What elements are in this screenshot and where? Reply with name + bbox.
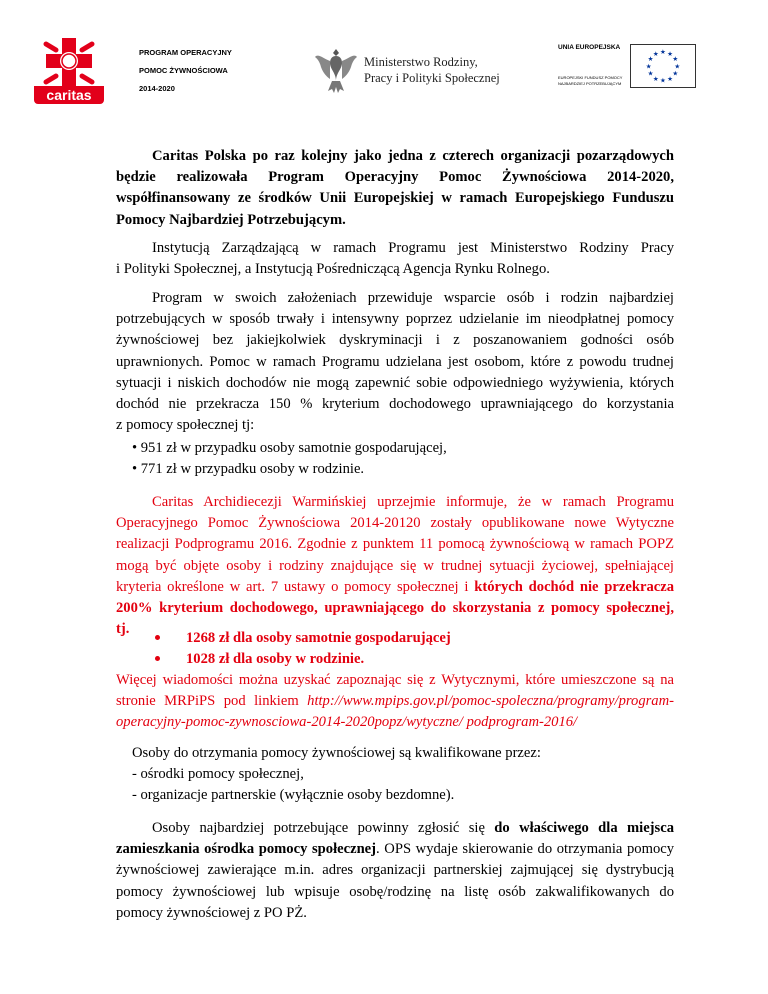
ministry-name (364, 54, 500, 86)
eu-star-icon: ★ (652, 50, 659, 58)
limit-item-single: • 951 zł w przypadku osoby samotnie gospodarującej, (132, 440, 447, 456)
text-line-mixed (116, 577, 674, 598)
bullet-icon (155, 635, 160, 640)
text-run-bold: których dochód nie przekracza (474, 578, 674, 595)
text-line: Caritas Polska po raz kolejny jako jedna z czterech organizacji pozarządowych (152, 148, 674, 164)
eu-star-icon: ★ (667, 75, 674, 83)
program-title-block (139, 44, 232, 98)
more-info-paragraph (116, 670, 674, 734)
qualification-item: - organizacje partnerskie (wyłącznie osoby bezdomne). (132, 787, 455, 803)
eu-star-icon: ★ (647, 56, 654, 64)
eu-star-icon: ★ (672, 56, 679, 64)
text-line: Pomocy Najbardziej Potrzebującym. (116, 211, 346, 228)
text-line: dochód nie przekracza 150 % kryterium dochodowego uprawniającego do korzystania (116, 396, 674, 413)
text-run-bold: zamieszkania ośrodka pomocy społecznej (116, 841, 377, 858)
text-line: realizacji Podprogramu 2016. Zgodnie z punktem 11 pomocą żywnościową w ramach POPZ (116, 536, 674, 553)
text-run: Osoby najbardziej potrzebujące powinny zgłosić się (152, 820, 495, 836)
polish-eagle-emblem (312, 45, 360, 97)
text-run: stronie MRPiPS pod linkiem (116, 693, 308, 710)
qualification-title: Osoby do otrzymania pomocy żywnościowej są kwalifikowane przez: (132, 745, 541, 761)
eu-sub-line: EUROPEJSKI FUNDUSZ POMOCY (558, 75, 623, 80)
notice-paragraph (116, 492, 674, 640)
eu-star-icon: ★ (674, 63, 681, 71)
new-limit-text: 1028 zł dla osoby w rodzinie. (186, 651, 365, 667)
text-line: współfinansowany ze środków Unii Europejskiej w ramach Europejskiego Funduszu (116, 190, 674, 207)
text-run: . OPS wydaje skierowanie do otrzymania pomocy (376, 841, 675, 858)
text-run: kryteria określone w art. 7 ustawy o pomocy społecznej i (116, 578, 475, 595)
eu-star-icon: ★ (667, 50, 674, 58)
text-line: sytuacji i niskich dochodów nie mogą zapewnić sobie odpowiedniego wyżywienia, których (116, 374, 674, 391)
text-line: Caritas Archidiecezji Warmińskiej uprzejmie informuje, że w ramach Programu (152, 494, 674, 510)
eu-fund-name (558, 75, 622, 87)
text-line: z pomocy społecznej tj: (116, 417, 255, 434)
guidelines-link-continued[interactable]: operacyjny-pomoc-zywnosciowa-2014-2020popz/wytyczne/ podprogram-2016/ (116, 714, 578, 731)
text-line: Program w swoich założeniach przewiduje wsparcie osób i rodzin najbardziej (152, 290, 674, 306)
limit-item-family: • 771 zł w przypadku osoby w rodzinie. (132, 461, 365, 477)
eu-star-icon: ★ (660, 77, 666, 85)
eu-star-icon: ★ (647, 70, 654, 78)
text-line: pomocy żywnościowej lub wpisuje osobę/rodzinę na listę osób zakwalifikowanych do (116, 883, 674, 900)
ministry-line: Ministerstwo Rodziny, (364, 55, 478, 69)
eu-flag-icon (630, 44, 696, 88)
bullet-icon (155, 656, 160, 661)
text-line: Więcej wiadomości można uzyskać zapoznając się z Wytycznymi, które umieszczone są na (116, 672, 674, 688)
text-line: 200% kryterium dochodowego, uprawniającego do skorzystania z pomocy społecznej, (116, 600, 674, 617)
text-line: żywnościowej bez jakiejkolwiek dyskryminacji i z poszanowaniem godności osób (116, 332, 674, 349)
text-line: i Polityki Społecznej, a Instytucją Pośredniczącą Agencja Rynku Rolnego. (116, 261, 550, 278)
program-line: POMOC ŻYWNOŚCIOWA (139, 66, 228, 75)
ministry-line: Pracy i Polityki Społecznej (364, 71, 500, 85)
program-line: PROGRAM OPERACYJNY (139, 48, 232, 57)
caritas-wordmark: caritas (34, 86, 104, 104)
eu-star-icon: ★ (672, 70, 679, 78)
text-line: mogą być objęte osoby i rodziny znajdujące się w trudnej sytuacji życiowej, spełniającej (116, 557, 674, 574)
qualification-item: - ośrodki pomocy społecznej, (132, 766, 304, 782)
text-line: potrzebujących w sposób trwały i intensywny poprzez udzielanie im nieodpłatnej pomocy (116, 311, 674, 328)
text-line: uprawnionych. Pomoc w ramach Programu udzielana jest osobom, które z powodu trudnej (116, 353, 674, 370)
new-limit-family (155, 649, 364, 670)
text-line: Operacyjnego Pomoc Żywnościowa 2014-20120 zostały opublikowane nowe Wytyczne (116, 515, 674, 532)
text-line: będzie realizowała Program Operacyjny Pomoc Żywnościowa 2014-2020, (116, 169, 674, 186)
eu-star-icon: ★ (660, 49, 666, 57)
text-line-mixed (116, 839, 674, 860)
new-limit-text: 1268 zł dla osoby samotnie gospodarującej (186, 630, 451, 646)
text-line: żywnościowej zawierające m.in. adres organizacji partnerskiej zajmującej się dystrybucją (116, 862, 674, 879)
text-line: Instytucją Zarządzającą w ramach Programu jest Ministerstwo Rodziny Pracy (152, 240, 674, 256)
text-line-mixed (116, 818, 674, 839)
eu-sub-line: NAJBARDZIEJ POTRZEBUJĄCYM (558, 81, 622, 86)
institution-paragraph (116, 238, 674, 280)
intro-paragraph (116, 146, 674, 231)
text-run-bold: do właściwego dla miejsca (494, 820, 674, 836)
eu-star-icon: ★ (652, 75, 659, 83)
guidelines-link[interactable]: http://www.mpips.gov.pl/pomoc-spoleczna/programy/program- (307, 693, 674, 710)
new-limit-single (155, 628, 451, 649)
eu-title: UNIA EUROPEJSKA (558, 44, 621, 51)
program-paragraph (116, 288, 674, 436)
closing-paragraph (116, 818, 674, 924)
program-line: 2014-2020 (139, 84, 175, 93)
text-line: tj. (116, 621, 130, 638)
text-line: pomocy żywnościowej z PO PŻ. (116, 904, 307, 921)
eu-star-icon: ★ (645, 63, 652, 71)
text-line-mixed (116, 691, 674, 712)
